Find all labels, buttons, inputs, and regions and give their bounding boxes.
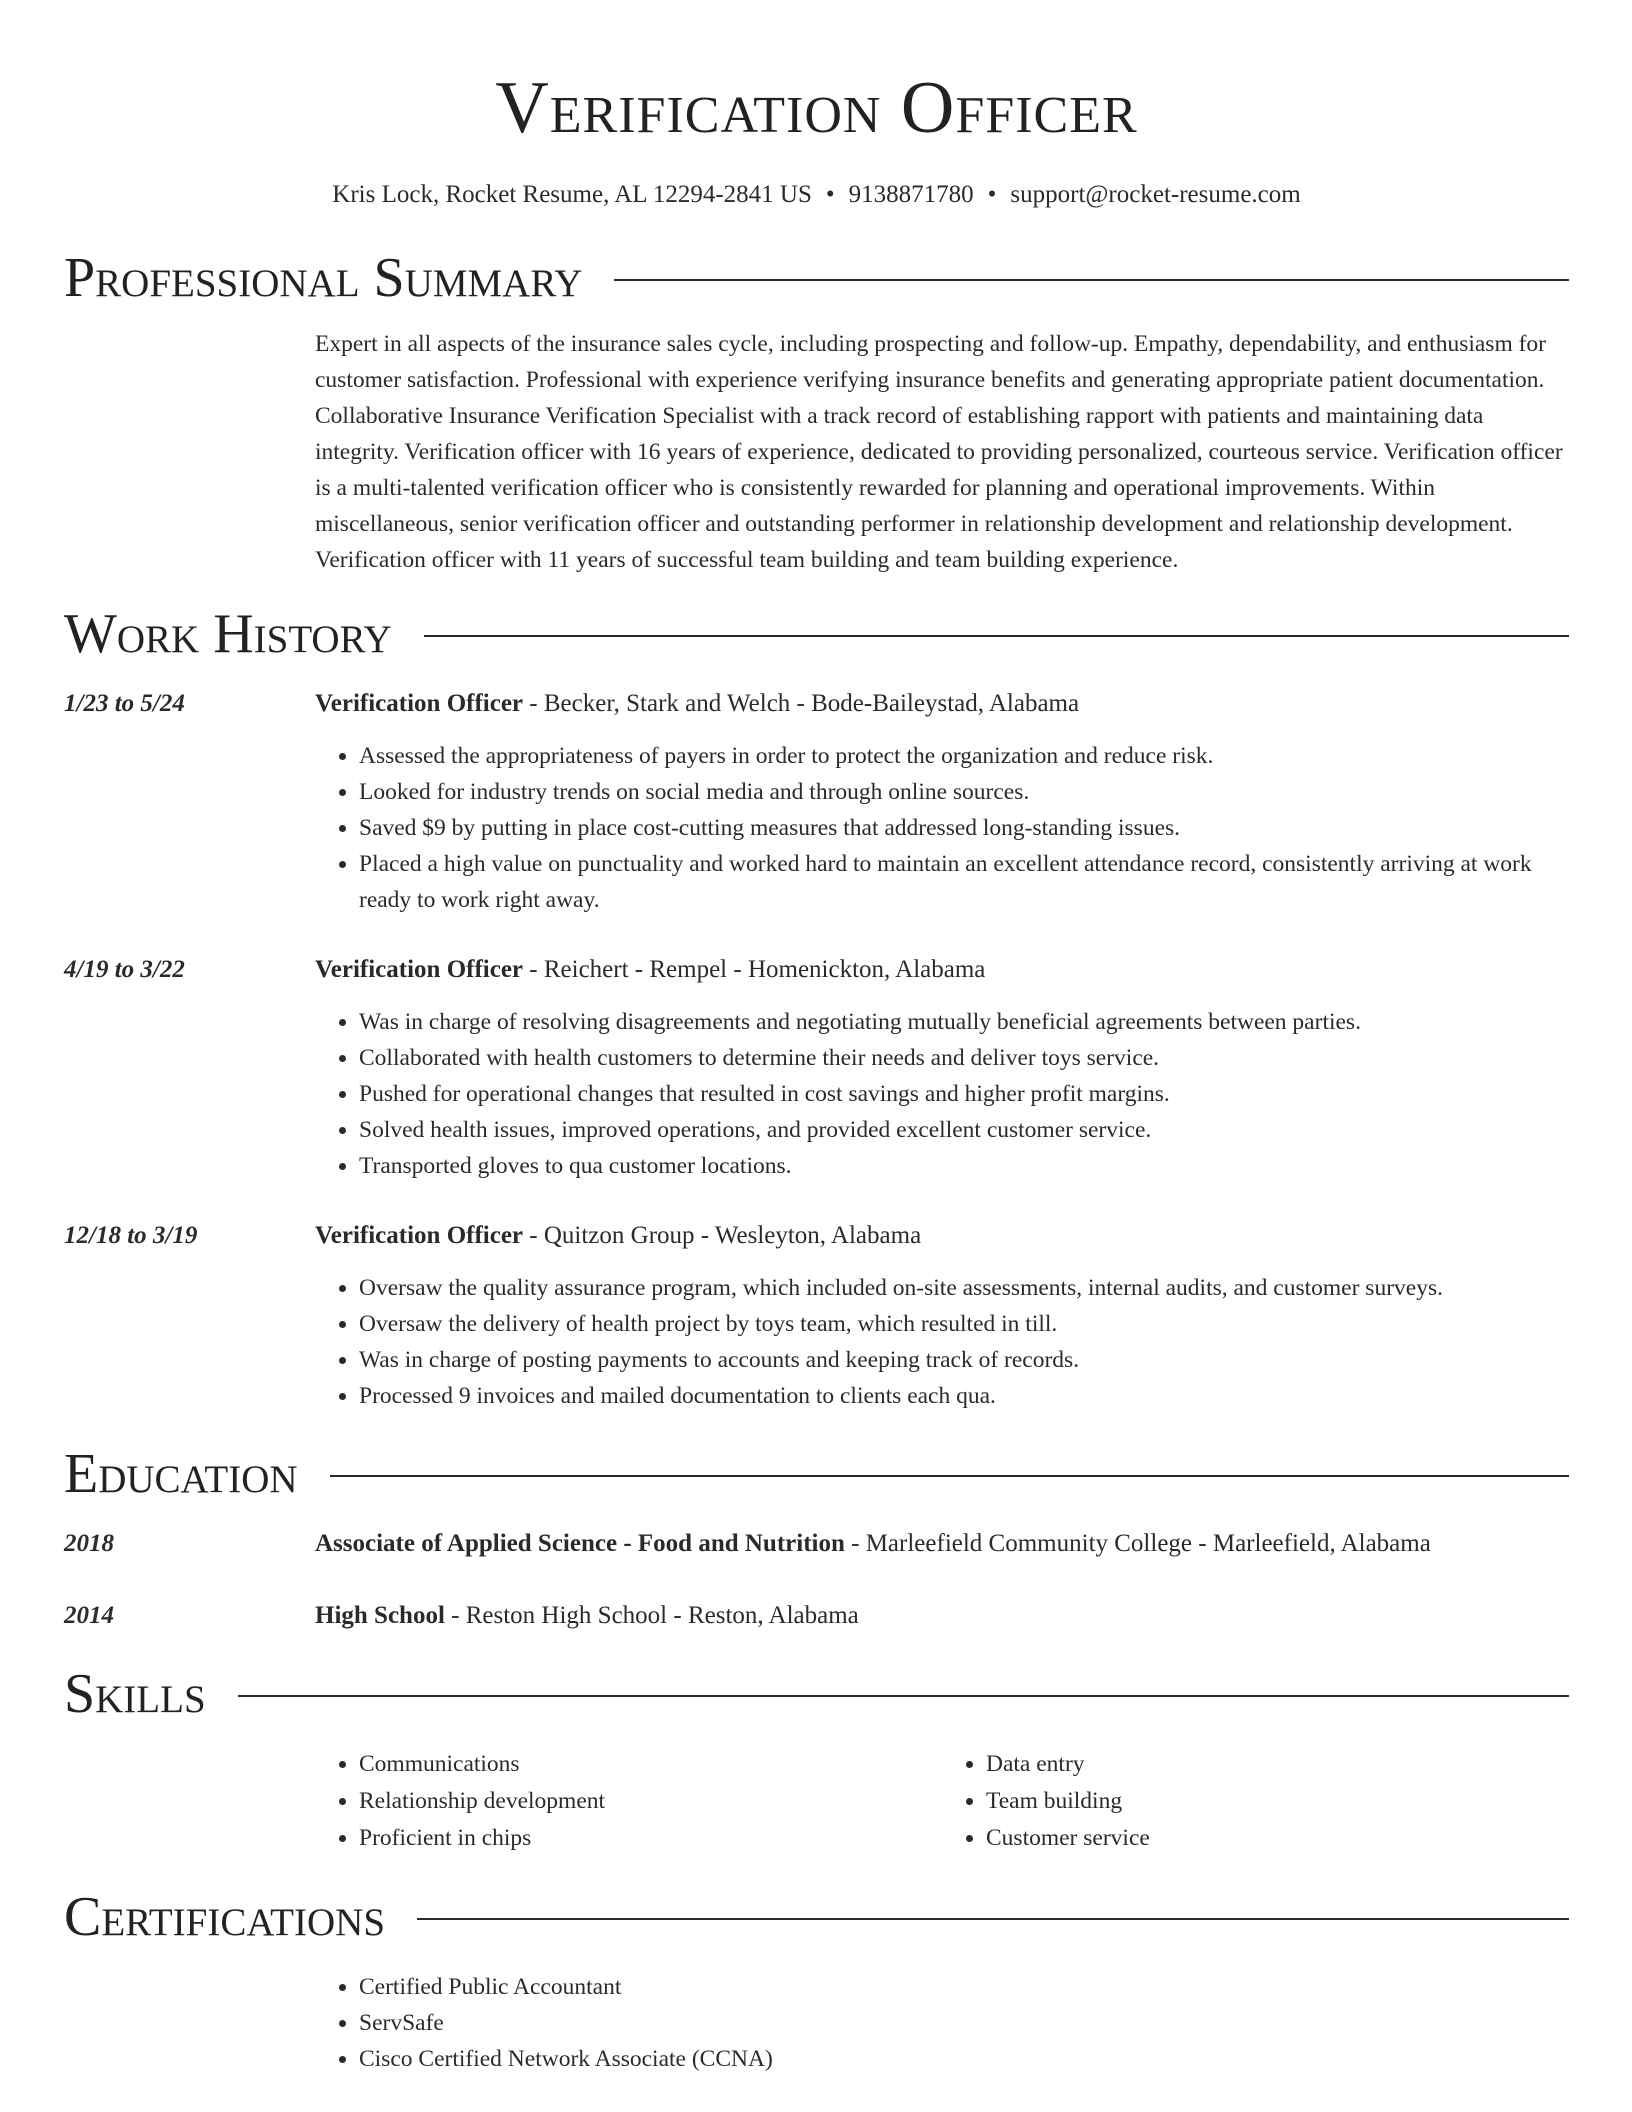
section-divider: [330, 1475, 1569, 1477]
skill-item: • Customer service: [986, 1820, 1569, 1857]
education-year: 2014: [64, 1602, 114, 1629]
skill-item: • Team building: [986, 1783, 1569, 1820]
summary-text: Expert in all aspects of the insurance sales cycle, including prospecting and follow-up. Empathy, dependability, and enthusiasm for customer satisfaction. Professional with experience verifying insurance benefits and generating appropriate patient documentation. Collaborative Insurance Verification Specialist with a track record of establishing rapport with patients and maintaining data integrity. Verification officer with 16 years of experience, dedicated to providing personalized, courteous service. Verification officer is a multi-talented verification officer who is consistently rewarded for planning and operational improvements. Within miscellaneous, senior verification officer and outstanding performer in relationship development and relationship development. Verification officer with 11 years of successful team building and team building experience.: [315, 331, 1563, 573]
certifications-heading: Certifications: [64, 1886, 386, 1948]
certification-item: • Certified Public Accountant: [359, 1969, 1569, 2005]
education-line: [315, 1598, 1569, 1634]
section-divider: [238, 1695, 1569, 1697]
summary-section-header: [64, 240, 1569, 316]
certification-item: • ServSafe: [359, 2005, 1569, 2041]
education-year: 2018: [64, 1530, 114, 1557]
list-item: • Processed 9 invoices and mailed documentation to clients each qua.: [359, 1378, 1569, 1414]
skills-section-header: [64, 1656, 1569, 1732]
job-bullets: [315, 1004, 1569, 1184]
skills-list: [315, 1746, 1569, 1857]
list-item: • Transported gloves to qua customer locations.: [359, 1148, 1569, 1184]
list-item: • Was in charge of resolving disagreements and negotiating mutually beneficial agreements between parties.: [359, 1004, 1569, 1040]
job-bullets: [315, 738, 1569, 918]
job-details: - Reichert - Rempel - Homenickton, Alabama: [523, 956, 986, 983]
list-item: • Placed a high value on punctuality and worked hard to maintain an excellent attendance record, consistently arriving at work ready to work right away.: [359, 846, 1569, 918]
job-heading: [315, 1218, 1569, 1254]
contact-separator: •: [987, 181, 997, 208]
job-title: Verification Officer: [315, 690, 524, 717]
certification-item: • Cisco Certified Network Associate (CCNA): [359, 2041, 1569, 2077]
contact-email: support@rocket-resume.com: [1010, 181, 1301, 208]
skill-item: • Relationship development: [359, 1783, 942, 1820]
section-divider: [614, 279, 1569, 281]
skills-column-left: [315, 1746, 942, 1857]
job-title: Verification Officer: [315, 1222, 524, 1249]
degree-name: High School: [315, 1602, 445, 1629]
school-details: - Marleefield Community College - Marleefield, Alabama: [844, 1530, 1431, 1557]
certifications-section-header: [64, 1879, 1569, 1955]
job-dates: 4/19 to 3/22: [64, 956, 185, 983]
list-item: • Solved health issues, improved operations, and provided excellent customer service.: [359, 1112, 1569, 1148]
degree-name: Associate of Applied Science - Food and Nutrition: [315, 1530, 845, 1557]
job-dates: 1/23 to 5/24: [64, 690, 185, 717]
list-item: • Pushed for operational changes that resulted in cost savings and higher profit margins.: [359, 1076, 1569, 1112]
list-item: • Saved $9 by putting in place cost-cutting measures that addressed long-standing issues.: [359, 810, 1569, 846]
contact-address: Kris Lock, Rocket Resume, AL 12294-2841 US: [332, 181, 812, 208]
job-details: - Becker, Stark and Welch - Bode-Baileystad, Alabama: [523, 690, 1080, 717]
work-section-header: [64, 596, 1569, 672]
job-heading: [315, 686, 1569, 722]
contact-line: [64, 178, 1569, 212]
job-entry: [64, 952, 1569, 1184]
job-details: - Quitzon Group - Wesleyton, Alabama: [523, 1222, 922, 1249]
education-section-header: [64, 1436, 1569, 1512]
job-title: Verification Officer: [315, 956, 524, 983]
resume-page: [64, 0, 1569, 2077]
list-item: • Oversaw the delivery of health project by toys team, which resulted in till.: [359, 1306, 1569, 1342]
skill-item: • Data entry: [986, 1746, 1569, 1783]
certifications-list: [315, 1969, 1569, 2077]
list-item: • Looked for industry trends on social media and through online sources.: [359, 774, 1569, 810]
job-entry: [64, 686, 1569, 918]
job-dates: 12/18 to 3/19: [64, 1222, 198, 1249]
section-divider: [424, 635, 1569, 637]
list-item: • Collaborated with health customers to determine their needs and deliver toys service.: [359, 1040, 1569, 1076]
work-heading: Work History: [64, 603, 392, 665]
page-title: Verification Officer: [495, 67, 1138, 149]
skills-column-right: [942, 1746, 1569, 1857]
education-entry: [64, 1526, 1569, 1562]
job-entry: [64, 1218, 1569, 1414]
skill-item: • Proficient in chips: [359, 1820, 942, 1857]
job-bullets: [315, 1270, 1569, 1414]
education-line: [315, 1526, 1569, 1562]
list-item: • Assessed the appropriateness of payers in order to protect the organization and reduce risk.: [359, 738, 1569, 774]
education-heading: Education: [64, 1443, 298, 1505]
summary-heading: Professional Summary: [64, 247, 583, 309]
contact-phone: 9138871780: [848, 181, 974, 208]
list-item: • Was in charge of posting payments to accounts and keeping track of records.: [359, 1342, 1569, 1378]
skill-item: • Communications: [359, 1746, 942, 1783]
job-heading: [315, 952, 1569, 988]
contact-separator: •: [825, 181, 835, 208]
school-details: - Reston High School - Reston, Alabama: [444, 1602, 859, 1629]
education-entry: [64, 1598, 1569, 1634]
skills-heading: Skills: [64, 1663, 206, 1725]
list-item: • Oversaw the quality assurance program, which included on-site assessments, internal audits, and customer surveys.: [359, 1270, 1569, 1306]
section-divider: [417, 1918, 1569, 1920]
